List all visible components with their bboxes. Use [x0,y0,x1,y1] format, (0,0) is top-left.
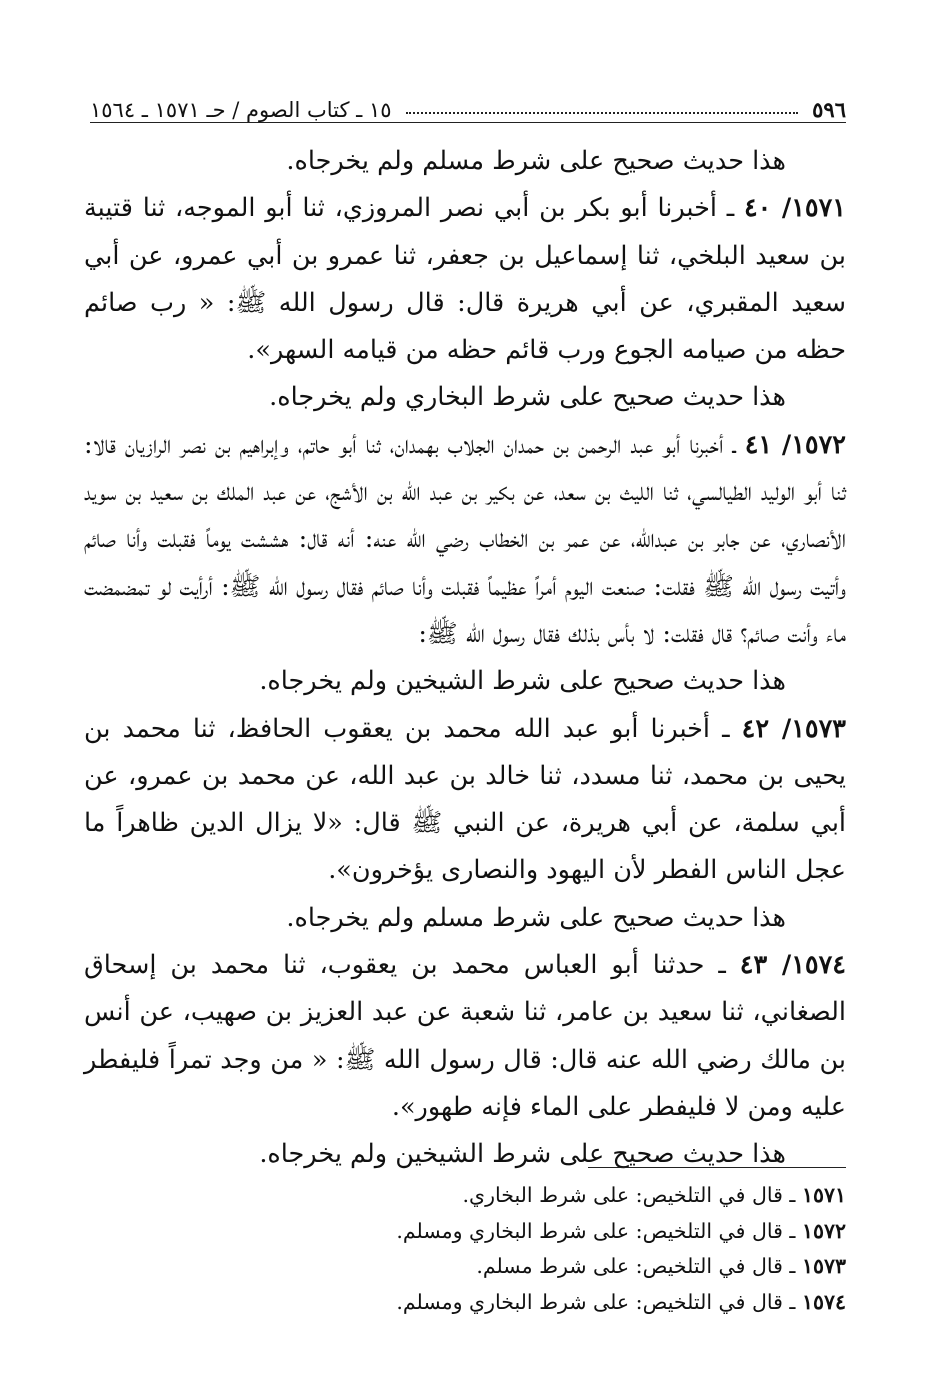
grading-note: هذا حديث صحيح على شرط البخاري ولم يخرجاه. [269,382,786,413]
grading-note: هذا حديث صحيح على شرط مسلم ولم يخرجاه. [286,902,786,933]
footnote [84,1178,846,1214]
grading-note: هذا حديث صحيح على شرط مسلم ولم يخرجاه. [286,146,786,176]
grading-note: هذا حديث صحيح على شرط الشيخين ولم يخرجاه. [259,1139,786,1170]
hadith-text: ـ حدثنا أبو العباس محمد بن يعقوب، ثنا محمد بن إسحاق الصغاني، ثنا سعيد بن عامر، ثنا شعبة عن عبد العزيز بن صهيب، عن أنس بن مالك رضي الله عنه قال: قال رسول الله ﷺ: « من وجد تمراً فليفطر عليه ومن لا فليفطر على الماء فإنه طهور». [84,950,846,1122]
grading-note: هذا حديث صحيح على شرط الشيخين ولم يخرجاه. [259,666,786,697]
hadith-text: ـ أخبرنا أبو بكر بن أبي نصر المروزي، ثنا أبو الموجه، ثنا قتيبة بن سعيد البلخي، ثنا إسماعيل بن جعفر، ثنا عمرو بن أبي عمرو، عن أبي سعيد المقبري، عن أبي هريرة قال: قال رسول الله ﷺ: « رب صائم حظه من صيامه الجوع ورب قائم حظه من قيامه السهر». [84,193,846,366]
footnote-number: ١٥٧٣ [801,1254,846,1278]
footnote-text: ـ قال في التلخيص: على شرط البخاري ومسلم. [396,1218,796,1243]
hadith-number: ١٥٧٢/ ٤١ [744,429,846,460]
footnote-number: ١٥٧٤ [801,1289,846,1314]
footnote [84,1249,846,1285]
footnote-text: ـ قال في التلخيص: على شرط مسلم. [476,1254,796,1278]
hadith-text: ـ أخبرنا أبو عبد الله محمد بن يعقوب الحافظ، ثنا محمد بن يحيى بن محمد، ثنا مسدد، ثنا خالد بن عبد الله، عن محمد بن عمرو، عن أبي سلمة، عن أبي هريرة، عن النبي ﷺ قال: «لا يزال الدين ظاهراً ما عجل الناس الفطر لأن اليهود والنصارى يؤخرون». [84,713,846,886]
running-header [90,86,846,123]
page-number: ٥٩٦ [812,97,846,122]
hadith-paragraph [84,185,846,374]
footnote [84,1214,846,1250]
header-dot-leader [406,112,799,114]
main-text [84,138,846,1179]
footnote-text: ـ قال في التلخيص: على شرط البخاري. [462,1183,796,1207]
hadith-paragraph [84,942,846,1131]
hadith-paragraph [84,706,846,895]
footnote-number: ١٥٧٢ [801,1218,846,1243]
footnote-number: ١٥٧١ [801,1183,846,1207]
footnote-text: ـ قال في التلخيص: على شرط البخاري ومسلم. [396,1289,796,1314]
hadith-paragraph [84,422,846,658]
hadith-number: ١٥٧٣/ ٤٢ [741,713,846,744]
running-title: ١٥ ـ كتاب الصوم / حـ ١٥٧١ ـ ١٥٦٤ [90,98,392,122]
hadith-number: ١٥٧٤/ ٤٣ [739,950,846,981]
hadith-number: ١٥٧١/ ٤٠ [743,193,846,224]
footnotes [84,1178,846,1320]
footnote [84,1285,846,1321]
hadith-text: ـ أخبرنا أبو عبد الرحمن بن حمدان الجلاب بهمدان، ثنا أبو حاتم، وإبراهيم بن نصر الرازيان قالا: ثنا أبو الوليد الطيالسي، ثنا الليث بن سعد، عن بكير بن عبد الله بن الأشج، عن عبد الملك بن سعيد بن سويد الأنصاري، عن جابر بن عبدالله، عن عمر بن الخطاب رضي الله عنه: أنه قال: هششت يوماً فقبلت وأنا صائم وأتيت رسول الله ﷺ فقلت: صنعت اليوم أمراً عظيماً فقبلت وأنا صائم فقال رسول الله ﷺ: أرأيت لو تمضمضت ماء وأنت صائم؟ قال فقلت: لا بأس بذلك فقال رسول الله ﷺ: [84,429,846,649]
footnote-separator [588,1167,846,1168]
